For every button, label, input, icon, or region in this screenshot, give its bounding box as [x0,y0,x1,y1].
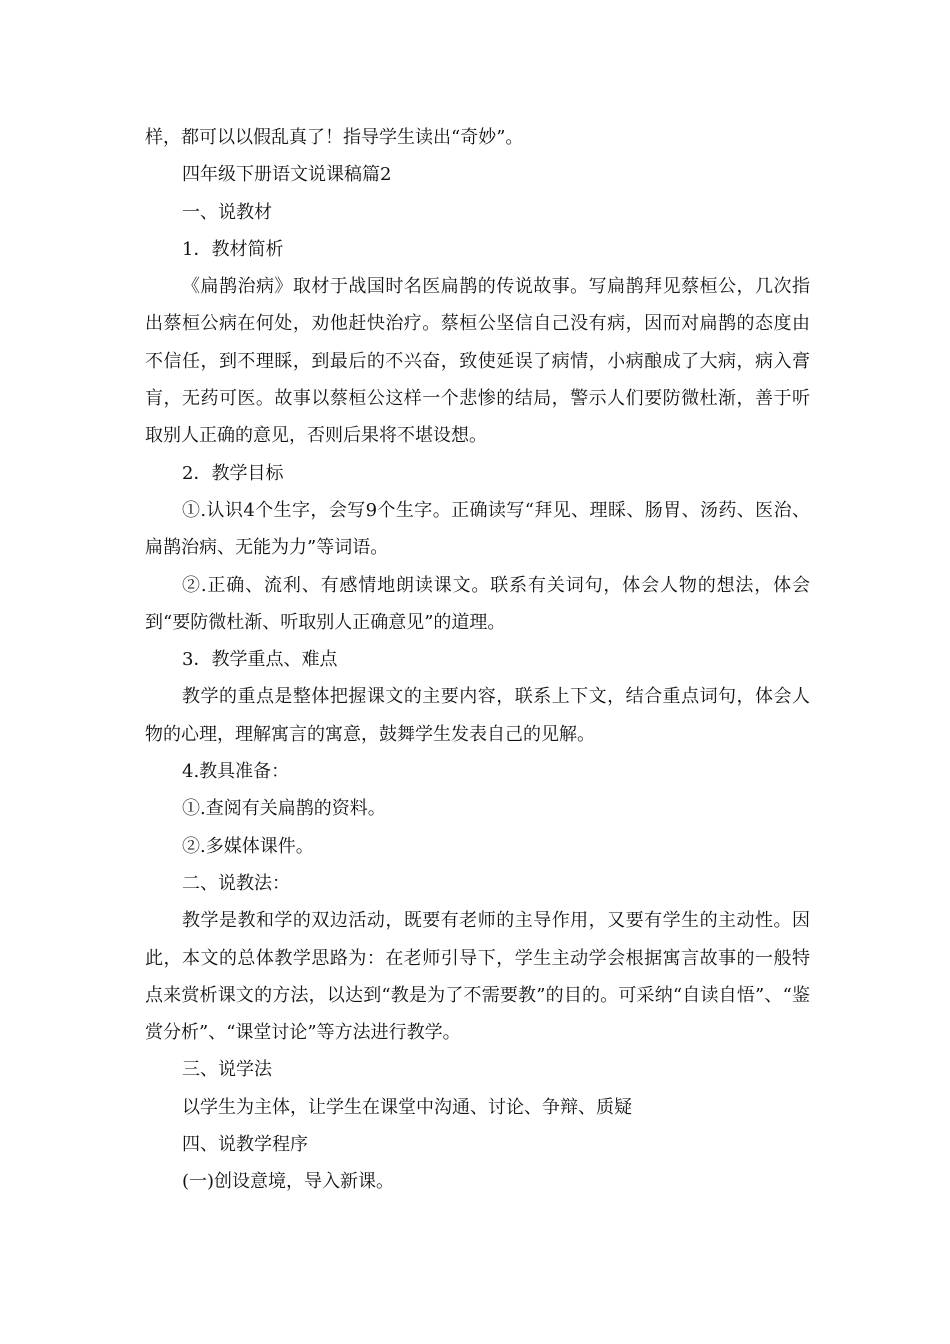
procedure-step-1: (一)创设意境，导入新课。 [182,1171,395,1193]
paragraph-analysis: 《扁鹊治病》取材于战国时名医扁鹊的传说故事。写扁鹊拜见蔡桓公，几次指出蔡桓公病在何处，劝他赶快治疗。蔡桓公坚信自己没有病，因而对扁鹊的态度由不信任，到不理睬，到最后的不兴奋，致使延误了病情，小病酿成了大病，病入膏肓，无药可医。故事以蔡桓公这样一个悲惨的结局，警示人们要防微杜渐，善于听取别人正确的意见，否则后果将不堪设想。 [145,276,810,447]
goal-item-2: ②.正确、流利、有感情地朗读课文。联系有关词句，体会人物的想法，体会到“要防微杜渐、听取别人正确意见”的道理。 [145,574,810,633]
materials-item-1: ①.查阅有关扁鹊的资料。 [182,798,386,820]
heading-learning-method: 三、说学法 [182,1059,272,1081]
subheading-goals: 2．教学目标 [182,462,284,484]
document-body [145,119,810,1201]
subheading-analysis: 1．教材简析 [182,238,284,260]
paragraph-key-points: 教学的重点是整体把握课文的主要内容，联系上下文，结合重点词句，体会人物的心理，理解寓言的寓意，鼓舞学生发表自己的见解。 [145,686,810,745]
section-title: 四年级下册语文说课稿篇2 [182,164,392,186]
materials-item-2: ②.多媒体课件。 [182,835,314,857]
heading-teaching-method: 二、说教法： [182,872,290,894]
paragraph-learning-method: 以学生为主体，让学生在课堂中沟通、讨论、争辩、质疑 [182,1096,632,1118]
subheading-materials: 4.教具准备： [182,761,290,783]
paragraph-teaching-method: 教学是教和学的双边活动，既要有老师的主导作用，又要有学生的主动性。因此，本文的总体教学思路为：在老师引导下，学生主动学会根据寓言故事的一般特点来赏析课文的方法，以达到“教是为了不需要教”的目的。可采纳“自读自悟”、“鉴赏分析”、“课堂讨论”等方法进行教学。 [145,910,810,1044]
paragraph-continuation: 样，都可以以假乱真了！指导学生读出“奇妙”。 [145,127,524,148]
heading-procedure: 四、说教学程序 [182,1134,308,1156]
goal-item-1: ①.认识4个生字，会写9个生字。正确读写“拜见、理睬、肠胃、汤药、医治、扁鹊治病、无能为力”等词语。 [145,499,810,559]
heading-textbook: 一、说教材 [182,201,272,223]
subheading-key-points: 3．教学重点、难点 [182,649,338,671]
